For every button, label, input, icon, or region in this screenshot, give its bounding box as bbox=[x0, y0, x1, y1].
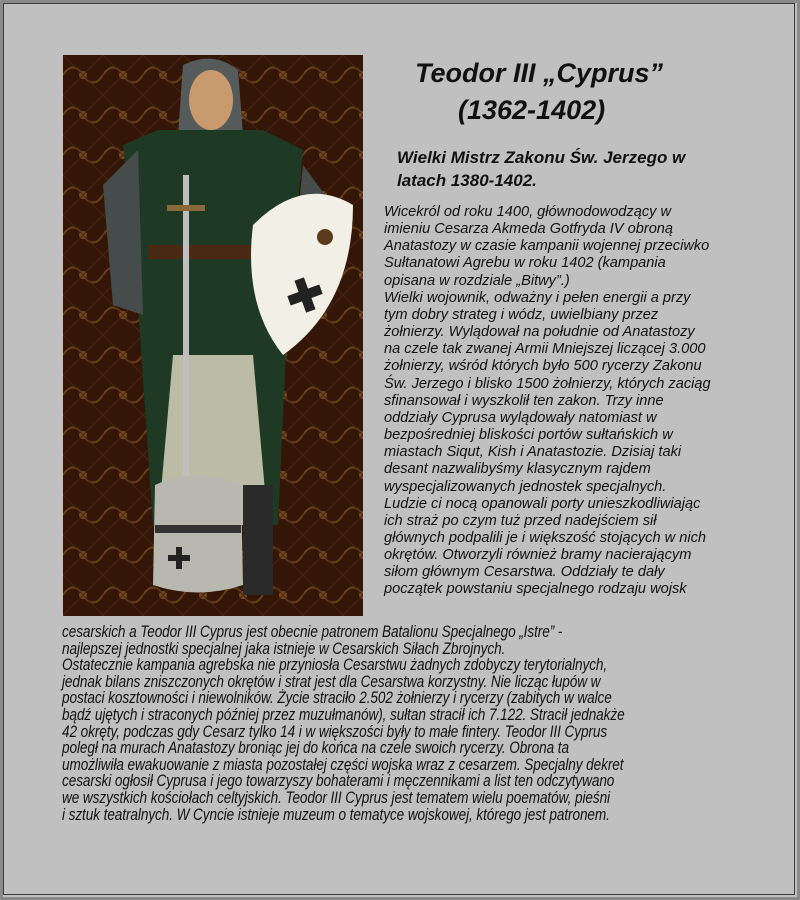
text-line: Wielki wojownik, odważny i pełen energii a przy bbox=[384, 289, 691, 306]
biography-column-text bbox=[384, 204, 711, 599]
text-line: umożliwiła ewakuowanie z miasta pozostałej części wojska wraz z cesarzem. Specjalny dekret bbox=[62, 755, 624, 774]
text-line: cesarski ogłosił Cyprusa i jego towarzyszy bohaterami i męczennikami a list ten odczytywano bbox=[62, 772, 615, 791]
text-line: i sztuk teatralnych. W Cyncie istnieje muzeum o tematyce wojskowej, którego jest patronem. bbox=[62, 805, 610, 824]
text-line: imieniu Cesarza Akmeda Gotfryda IV obroną bbox=[384, 221, 674, 238]
title-years: (1362-1402) bbox=[458, 95, 606, 125]
biography-bottom-text bbox=[62, 624, 625, 823]
text-line: bądź ujętych i straconych później przez muzułmanów), sułtan stracił ich 7.122. Stracił jednakże bbox=[62, 705, 625, 724]
text-line: postaci kosztowności i niewolników. Życie straciło 2.502 żołnierzy i rycerzy (zabitych w walce bbox=[62, 689, 612, 708]
text-line: bezpośredniej bliskości portów sułtańskich w bbox=[384, 427, 673, 444]
text-line: 42 okręty, podczas gdy Cesarz tylko 14 i w większości były to małe fintery. Teodor III Cyprus bbox=[62, 722, 608, 741]
text-line: głównych podpalili je i większość stojących w nich bbox=[384, 529, 707, 546]
subtitle bbox=[397, 146, 685, 192]
text-line: miastach Siqut, Kish i Anatastozie. Dzisiaj taki bbox=[384, 444, 682, 461]
text-line: oddziały Cyprusa wylądowały natomiast w bbox=[384, 409, 657, 426]
text-line: najlepszej jednostki specjalnej jaka istnieje w Cesarskich Siłach Zbrojnych. bbox=[62, 639, 506, 658]
text-line: początek powstaniu specjalnego rodzaju wojsk bbox=[384, 581, 687, 598]
text-line: tym dobry strateg i wódz, uwielbiany przez bbox=[384, 306, 659, 323]
text-line: jednak bilans zniszczonych okrętów i strat jest dla Cesarstwa korzystny. Nie licząc łupów w bbox=[62, 672, 601, 691]
text-line: desant nazwalibyśmy klasycznym rajdem bbox=[384, 461, 651, 478]
text-line: Anatastozy w czasie kampanii wojennej przeciwko bbox=[384, 238, 710, 255]
knight-portrait-image bbox=[63, 55, 363, 616]
text-line: żołnierzy. Wylądował na południe od Anatastozy bbox=[384, 324, 695, 341]
text-line: Wicekról od roku 1400, głównodowodzący w bbox=[384, 204, 672, 220]
text-line: wyspecjalizowanych jednostek specjalnych. bbox=[384, 478, 667, 495]
text-line: Ludzie ci nocą opanowali porty unieszkodliwiając bbox=[384, 495, 701, 512]
text-line: poległ na murach Anatastozy broniąc jej do końca na czele swoich rycerzy. Obrona ta bbox=[62, 739, 569, 758]
text-line: ich straż po czym tuż przed nadejściem sił bbox=[384, 512, 657, 529]
text-line: Ostatecznie kampania agrebska nie przyniosła Cesarstwu żadnych zdobyczy terytorialnych, bbox=[62, 656, 608, 675]
text-line: okrętów. Otworzyli również bramy nacierającym bbox=[384, 547, 692, 564]
text-line: siłom głównym Cesarstwa. Oddziały te dały bbox=[384, 564, 665, 581]
page-title: Teodor III „Cyprus” bbox=[415, 58, 664, 88]
subtitle-line: Wielki Mistrz Zakonu Św. Jerzego w bbox=[397, 148, 686, 167]
text-line: na czele tak zwanej Armii Mniejszej liczącej 3.000 bbox=[384, 341, 706, 358]
text-line: Św. Jerzego i blisko 1500 żołnierzy, których zaciąg bbox=[384, 375, 711, 392]
text-line: sfinansował i wyszkolił ten zakon. Trzy inne bbox=[384, 392, 664, 409]
text-line: żołnierzy, wśród których było 500 rycerzy Zakonu bbox=[384, 358, 702, 375]
text-line: Sułtanatowi Agrebu w roku 1402 (kampania bbox=[384, 255, 666, 272]
subtitle-line: latach 1380-1402. bbox=[397, 171, 537, 190]
text-line: opisana w rozdziale „Bitwy”.) bbox=[384, 272, 570, 289]
text-line: cesarskich a Teodor III Cyprus jest obecnie patronem Batalionu Specjalnego „Istre” - bbox=[62, 623, 563, 641]
text-line: we wszystkich kościołach celtyjskich. Teodor III Cyprus jest tematem wielu poematów, pieśni bbox=[62, 788, 611, 807]
